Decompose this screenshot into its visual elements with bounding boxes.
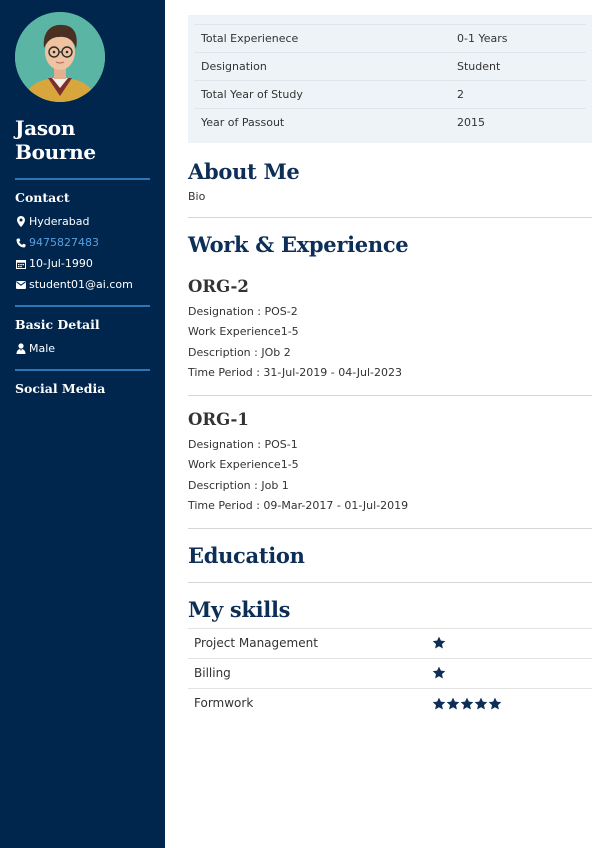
summary-table — [194, 24, 586, 137]
org-period: Time Period : 09-Mar-2017 - 01-Jul-2019 — [188, 499, 409, 512]
skills-section — [188, 597, 592, 719]
dob-row — [15, 253, 150, 274]
gender-text: Male — [29, 342, 56, 355]
sidebar — [0, 0, 165, 848]
star-icon — [460, 697, 474, 711]
star-icon — [474, 697, 488, 711]
gender-row — [15, 338, 150, 359]
skill-name: Formwork — [188, 688, 432, 718]
work-heading: Work & Experience — [188, 231, 409, 257]
work-section — [188, 232, 592, 517]
skill-rating — [432, 658, 592, 688]
main-content — [188, 0, 592, 718]
summary-label: Year of Passout — [194, 109, 450, 137]
divider — [188, 582, 592, 583]
education-section — [188, 543, 592, 568]
basic-detail-heading: Basic Detail — [15, 317, 100, 332]
envelope-icon — [15, 281, 27, 289]
avatar — [15, 12, 105, 102]
profile-name: Jason Bourne — [15, 116, 96, 164]
phone-link[interactable]: 9475827483 — [29, 236, 99, 249]
divider — [15, 305, 150, 307]
skills-heading: My skills — [188, 596, 291, 622]
org-experience: Work Experience1-5 — [188, 458, 299, 471]
basic-detail-section — [15, 317, 150, 359]
dob-text: 10-Jul-1990 — [29, 257, 93, 270]
divider — [15, 369, 150, 371]
skill-rating — [432, 628, 592, 658]
summary-label: Total Experienece — [194, 25, 450, 53]
table-row — [188, 658, 592, 688]
summary-value: Student — [450, 53, 586, 81]
phone-row — [15, 232, 150, 253]
skill-name: Billing — [188, 658, 432, 688]
table-row — [188, 628, 592, 658]
divider — [188, 217, 592, 218]
table-row — [194, 25, 586, 53]
contact-section — [15, 190, 150, 295]
skills-table — [188, 628, 592, 719]
summary-value: 2015 — [450, 109, 586, 137]
education-heading: Education — [188, 542, 305, 568]
map-marker-icon — [15, 216, 27, 227]
org-name: ORG-1 — [188, 409, 249, 429]
calendar-icon — [15, 259, 27, 269]
star-icon — [432, 666, 446, 680]
table-row — [194, 53, 586, 81]
table-row — [194, 81, 586, 109]
bio-text: Bio — [188, 189, 206, 203]
org-designation: Designation : POS-2 — [188, 304, 298, 318]
about-heading: About Me — [188, 158, 300, 184]
star-icon — [446, 697, 460, 711]
phone-icon — [15, 238, 27, 248]
org-entry — [188, 410, 592, 517]
org-designation: Designation : POS-1 — [188, 437, 298, 451]
org-name: ORG-2 — [188, 276, 249, 296]
summary-label: Designation — [194, 53, 450, 81]
social-media-section — [15, 381, 150, 396]
star-icon — [432, 636, 446, 650]
org-description: Description : Job 1 — [188, 478, 289, 492]
location-text: Hyderabad — [29, 215, 90, 228]
email-row — [15, 274, 150, 295]
divider — [188, 395, 592, 396]
location-row — [15, 211, 150, 232]
org-period: Time Period : 31-Jul-2019 - 04-Jul-2023 — [188, 366, 403, 379]
about-section — [188, 159, 592, 203]
org-experience: Work Experience1-5 — [188, 325, 299, 338]
social-media-heading: Social Media — [15, 381, 106, 396]
divider — [15, 178, 150, 180]
star-icon — [488, 697, 502, 711]
org-entry — [188, 277, 592, 384]
profile-photo — [15, 12, 105, 102]
skill-rating — [432, 688, 592, 718]
summary-value: 2 — [450, 81, 586, 109]
divider — [188, 528, 592, 529]
table-row — [188, 688, 592, 718]
summary-box — [188, 15, 592, 143]
star-icon — [432, 697, 446, 711]
user-icon — [15, 343, 27, 354]
skill-name: Project Management — [188, 628, 432, 658]
summary-value: 0-1 Years — [450, 25, 586, 53]
table-row — [194, 109, 586, 137]
email-text: student01@ai.com — [29, 278, 133, 291]
summary-label: Total Year of Study — [194, 81, 450, 109]
org-description: Description : JOb 2 — [188, 345, 291, 359]
contact-heading: Contact — [15, 190, 70, 205]
